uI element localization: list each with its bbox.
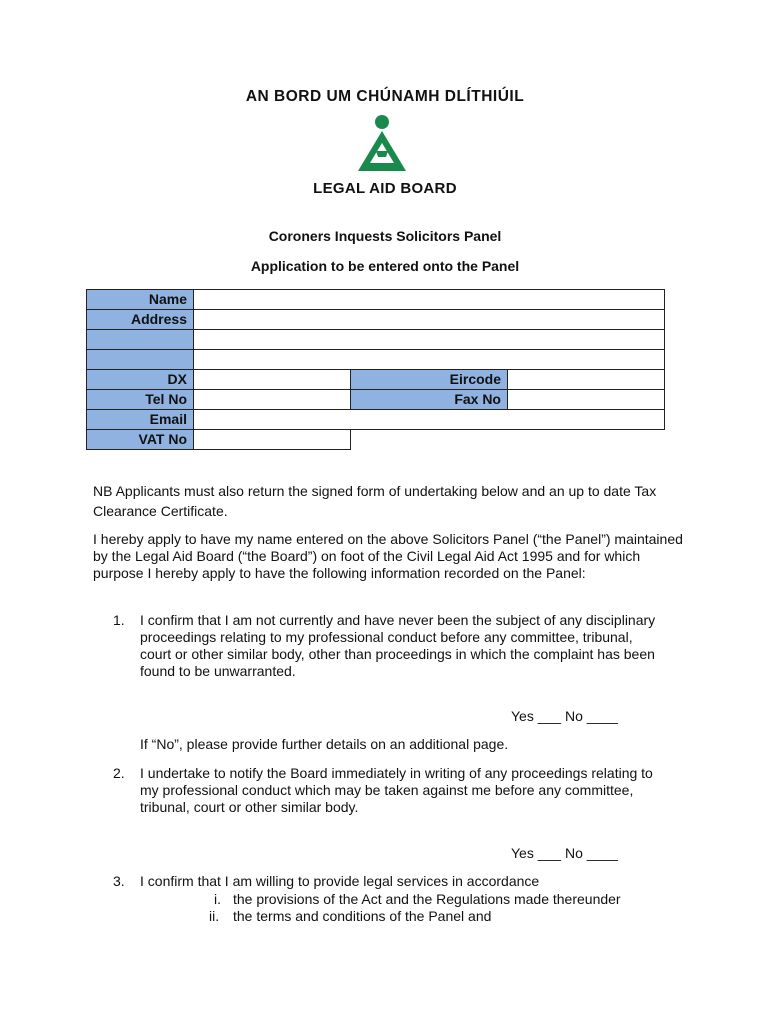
fax-field[interactable] [507, 389, 665, 410]
legal-aid-board-logo [356, 113, 408, 175]
list-item-number: 2. [113, 765, 125, 781]
email-field[interactable] [193, 409, 665, 430]
list-item [113, 612, 673, 682]
eircode-label: Eircode [350, 369, 508, 390]
vat-label: VAT No [86, 429, 194, 450]
email-label: Email [86, 409, 194, 430]
nb-notice: NB Applicants must also return the signed form of undertaking below and an up to date Tax Clearance Certificate. [93, 483, 657, 519]
sub-item-ii-number: ii. [209, 908, 220, 924]
name-field[interactable] [193, 289, 665, 310]
list-item [113, 765, 673, 817]
org-name-english: LEGAL AID BOARD [313, 180, 457, 197]
address-field-line-3[interactable] [193, 349, 665, 370]
list-item [113, 873, 673, 891]
list-item-number: 3. [113, 873, 125, 889]
sub-item-i-number: i. [214, 891, 221, 907]
list-item-text: I confirm that I am willing to provide legal services in accordance [140, 873, 540, 889]
tel-field[interactable] [193, 389, 351, 410]
form-subtitle: Application to be entered onto the Panel [250, 258, 520, 274]
list-item-number: 1. [113, 612, 125, 628]
address-label-continued [86, 349, 194, 370]
sub-item-ii-text: the terms and conditions of the Panel and [233, 908, 492, 924]
org-name-irish: AN BORD UM CHÚNAMH DLÍTHIÚIL [245, 88, 525, 105]
yes-no-answer-1[interactable]: Yes ___ No ____ [511, 708, 618, 724]
vat-field[interactable] [193, 429, 351, 450]
additional-details-note: If “No”, please provide further details on an additional page. [140, 736, 509, 752]
tel-label: Tel No [86, 389, 194, 410]
form-title: Coroners Inquests Solicitors Panel [268, 228, 502, 244]
fax-label: Fax No [350, 389, 508, 410]
address-field-line-2[interactable] [193, 329, 665, 350]
dx-label: DX [86, 369, 194, 390]
yes-no-answer-2[interactable]: Yes ___ No ____ [511, 845, 618, 861]
list-item-text: I undertake to notify the Board immediately in writing of any proceedings relating to my professional conduct which may be taken against me before any committee, tribunal, court or other similar body. [140, 765, 653, 815]
sub-item-i-text: the provisions of the Act and the Regulations made thereunder [233, 891, 621, 907]
address-label-continued [86, 329, 194, 350]
dx-field[interactable] [193, 369, 351, 390]
eircode-field[interactable] [507, 369, 665, 390]
address-field-line-1[interactable] [193, 309, 665, 330]
address-label: Address [86, 309, 194, 330]
intro-paragraph: I hereby apply to have my name entered on the above Solicitors Panel (“the Panel”) maintained by the Legal Aid Board (“the Board”) on foot of the Civil Legal Aid Act 1995 and for which purpose I hereby apply to have the following information recorded on the Panel: [93, 531, 683, 581]
name-label: Name [86, 289, 194, 310]
list-item-text: I confirm that I am not currently and have never been the subject of any disciplinary proceedings relating to my professional conduct before any committee, tribunal, court or other similar body, other than proceedings in which the complaint has been found to be unwarranted. [140, 612, 656, 679]
